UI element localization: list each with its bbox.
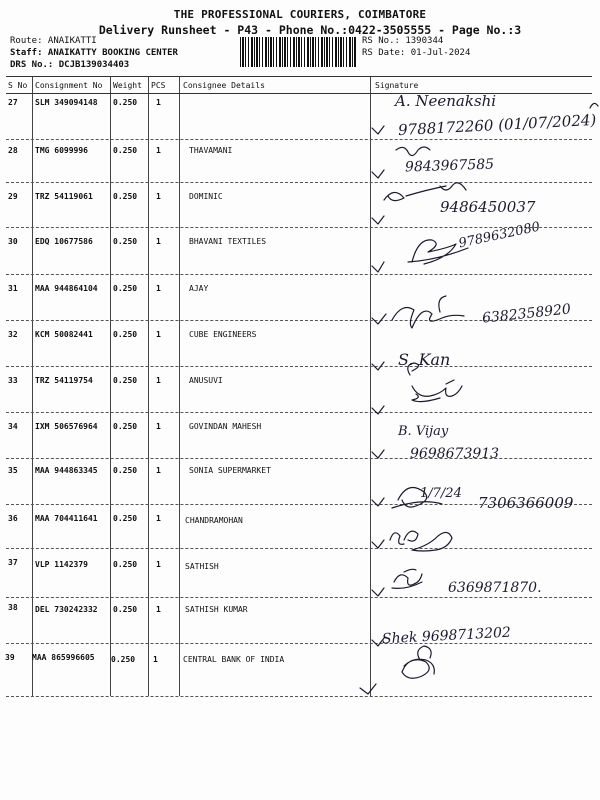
company-title: THE PROFESSIONAL COURIERS, COIMBATORE <box>173 8 427 21</box>
row-pcs: 1 <box>156 284 161 293</box>
row-consignment-no: MAA 944864104 <box>35 284 98 293</box>
col-header-sno: S No <box>8 81 28 90</box>
drs-number: DRS No.: DCJB139034403 <box>10 60 130 70</box>
signature-date: 1/7/24 <box>420 486 462 501</box>
row-pcs: 1 <box>156 98 161 107</box>
row-pcs: 1 <box>156 605 161 614</box>
row-consignment-no: TRZ 54119061 <box>35 192 93 201</box>
row-pcs: 1 <box>156 237 161 246</box>
row-sno: 36 <box>8 514 18 523</box>
row-consignee: GOVINDAN MAHESH <box>189 422 262 431</box>
signature-phone: 9486450037 <box>440 198 536 216</box>
signature-phone: Shek 9698713202 <box>381 624 512 648</box>
signature-text: S. Kan <box>398 350 451 369</box>
row-separator <box>6 643 592 644</box>
row-sno: 31 <box>8 284 18 293</box>
row-consignee: BHAVANI TEXTILES <box>189 237 267 246</box>
row-sno: 37 <box>8 558 18 567</box>
row-weight: 0.250 <box>113 237 138 246</box>
row-sno: 28 <box>8 146 18 155</box>
row-weight: 0.250 <box>111 655 136 664</box>
row-consignment-no: VLP 1142379 <box>35 560 88 569</box>
row-separator <box>6 274 592 275</box>
row-weight: 0.250 <box>113 284 138 293</box>
row-separator <box>6 597 592 598</box>
row-weight: 0.250 <box>113 466 138 475</box>
row-pcs: 1 <box>156 330 161 339</box>
column-divider <box>148 76 149 696</box>
row-consignee: CHANDRAMOHAN <box>185 516 243 525</box>
runsheet-subtitle: Delivery Runsheet - P43 - Phone No.:0422-3505555 - Page No.:3 <box>98 23 522 37</box>
row-weight: 0.250 <box>113 514 138 523</box>
route-label: Route: ANAIKATTI <box>10 36 97 46</box>
row-consignment-no: TMG 6099996 <box>35 146 88 155</box>
column-divider <box>370 76 371 696</box>
row-weight: 0.250 <box>113 192 138 201</box>
col-header-weight: Weight <box>113 81 142 90</box>
row-separator <box>6 182 592 183</box>
col-header-pcs: PCS <box>151 81 166 90</box>
rs-number: RS No.: 1390344 <box>362 36 444 46</box>
row-pcs: 1 <box>153 655 158 664</box>
row-sno: 39 <box>5 653 15 662</box>
row-sno: 33 <box>8 376 18 385</box>
row-sno: 30 <box>8 237 18 246</box>
row-consignee: DOMINIC <box>189 192 223 201</box>
table-top-border <box>6 76 592 77</box>
header-bottom-border <box>6 93 592 94</box>
rs-date: RS Date: 01-Jul-2024 <box>362 48 471 58</box>
row-weight: 0.250 <box>113 560 138 569</box>
col-header-consignment: Consignment No <box>35 81 103 90</box>
row-separator <box>6 366 592 367</box>
row-sno: 27 <box>8 98 18 107</box>
row-weight: 0.250 <box>113 422 138 431</box>
signature-phone: 6382358920 <box>481 301 572 327</box>
row-pcs: 1 <box>156 514 161 523</box>
row-consignee: CENTRAL BANK OF INDIA <box>183 655 285 664</box>
row-consignment-no: EDQ 10677586 <box>35 237 93 246</box>
row-pcs: 1 <box>156 192 161 201</box>
row-consignee: ANUSUVI <box>189 376 223 385</box>
row-sno: 35 <box>8 466 18 475</box>
row-consignee: SONIA SUPERMARKET <box>189 466 271 475</box>
row-consignee: AJAY <box>189 284 209 293</box>
column-divider <box>32 76 33 696</box>
barcode-image <box>240 37 357 67</box>
col-header-consignee: Consignee Details <box>183 81 265 90</box>
row-sno: 32 <box>8 330 18 339</box>
row-separator <box>6 412 592 413</box>
row-consignee: SATHISH <box>185 562 219 571</box>
signature-text: A. Neenakshi <box>395 92 497 110</box>
row-separator <box>6 458 592 459</box>
row-consignment-no: DEL 730242332 <box>35 605 98 614</box>
row-pcs: 1 <box>156 422 161 431</box>
row-weight: 0.250 <box>113 376 138 385</box>
row-pcs: 1 <box>156 560 161 569</box>
row-consignee: THAVAMANI <box>189 146 233 155</box>
table-bottom-border <box>6 696 592 697</box>
row-separator <box>6 548 592 549</box>
signature-phone: 9698673913 <box>410 446 500 462</box>
row-sno: 34 <box>8 422 18 431</box>
column-divider <box>179 76 180 696</box>
row-weight: 0.250 <box>113 605 138 614</box>
signature-phone: 6369871870. <box>448 580 542 596</box>
row-pcs: 1 <box>156 466 161 475</box>
row-consignment-no: KCM 50082441 <box>35 330 93 339</box>
row-sno: 29 <box>8 192 18 201</box>
row-sno: 38 <box>8 603 18 612</box>
signature-phone: 7306366009 <box>478 494 574 512</box>
column-divider <box>110 76 111 696</box>
row-separator <box>6 139 592 140</box>
signature-phone: 9788172260 (01/07/2024) <box>397 110 597 140</box>
signature-phone: 9843967585 <box>404 156 495 176</box>
row-consignment-no: IXM 506576964 <box>35 422 98 431</box>
row-consignment-no: MAA 944863345 <box>35 466 98 475</box>
row-pcs: 1 <box>156 146 161 155</box>
row-consignment-no: SLM 349094148 <box>35 98 98 107</box>
row-weight: 0.250 <box>113 98 138 107</box>
staff-label: Staff: ANAIKATTY BOOKING CENTER <box>10 48 178 58</box>
row-consignment-no: MAA 865996605 <box>32 653 95 662</box>
col-header-signature: Signature <box>375 81 419 90</box>
signature-text: B. Vijay <box>398 424 449 439</box>
row-weight: 0.250 <box>113 146 138 155</box>
row-pcs: 1 <box>156 376 161 385</box>
row-weight: 0.250 <box>113 330 138 339</box>
row-consignment-no: MAA 704411641 <box>35 514 98 523</box>
signature-phone: 9789632080 <box>457 219 542 252</box>
row-consignee: SATHISH KUMAR <box>185 605 248 614</box>
row-consignment-no: TRZ 54119754 <box>35 376 93 385</box>
row-consignee: CUBE ENGINEERS <box>189 330 257 339</box>
